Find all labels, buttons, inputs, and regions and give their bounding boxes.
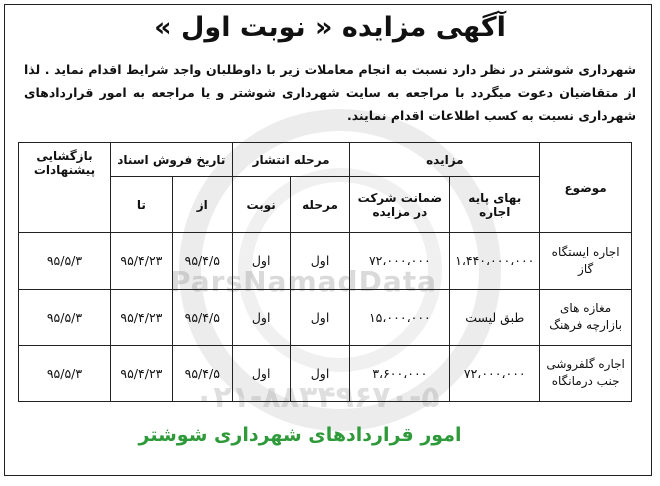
row-stage: اول xyxy=(290,233,350,289)
header-to: تا xyxy=(110,177,172,233)
row-guarantee: ۷۲،۰۰۰،۰۰۰ xyxy=(350,233,450,289)
header-sale-date: تاریخ فروش اسناد xyxy=(110,143,232,177)
row-from: ۹۵/۴/۵ xyxy=(172,289,232,345)
row-guarantee: ۱۵،۰۰۰،۰۰۰ xyxy=(350,289,450,345)
row-stage: اول xyxy=(290,289,350,345)
row-base-price: ۱،۴۴۰،۰۰۰،۰۰۰ xyxy=(450,233,540,289)
row-base-price: ۷۲،۰۰۰،۰۰۰ xyxy=(450,345,540,401)
row-base-price: طبق لیست xyxy=(450,289,540,345)
row-to: ۹۵/۴/۲۳ xyxy=(110,289,172,345)
row-turn: اول xyxy=(232,289,290,345)
notice-title: آگهی مزایده « نوبت اول » xyxy=(154,12,506,43)
table-row xyxy=(19,289,632,345)
row-turn: اول xyxy=(232,233,290,289)
row-opening: ۹۵/۵/۳ xyxy=(19,345,111,401)
row-stage: اول xyxy=(290,345,350,401)
header-guarantee: ضمانت شرکت در مزایده xyxy=(350,177,450,233)
row-to: ۹۵/۴/۲۳ xyxy=(110,345,172,401)
table-row xyxy=(19,345,632,401)
footer-signature: امور قراردادهای شهرداری شوشتر xyxy=(138,424,462,446)
header-subject: موضوع xyxy=(540,143,632,233)
auction-table xyxy=(18,142,632,402)
table-row xyxy=(19,233,632,289)
row-guarantee: ۳،۶۰۰،۰۰۰ xyxy=(350,345,450,401)
header-from: از xyxy=(172,177,232,233)
row-opening: ۹۵/۵/۳ xyxy=(19,233,111,289)
header-turn: نوبت xyxy=(232,177,290,233)
row-from: ۹۵/۴/۵ xyxy=(172,345,232,401)
row-from: ۹۵/۴/۵ xyxy=(172,233,232,289)
header-publication: مرحله انتشار xyxy=(232,143,350,177)
header-auction: مزایده xyxy=(350,143,540,177)
header-opening: بازگشایی پیشنهادات xyxy=(19,143,111,233)
header-base-price: بهای پایه اجاره xyxy=(450,177,540,233)
row-to: ۹۵/۴/۲۳ xyxy=(110,233,172,289)
row-subject: اجاره گلفروشی جنب درمانگاه xyxy=(540,345,632,401)
watermark-phone: ۰۲۱-۸۸۳۴۹۶۷۰-۵ xyxy=(195,380,440,415)
header-stage: مرحله xyxy=(290,177,350,233)
row-subject: مغازه های بازارچه فرهنگ xyxy=(540,289,632,345)
row-turn: اول xyxy=(232,345,290,401)
row-opening: ۹۵/۵/۳ xyxy=(19,289,111,345)
watermark-brand: ParsNamadData xyxy=(170,265,437,298)
notice-intro: شهرداری شوشتر در نظر دارد نسبت به انجام معاملات زیر با داوطلبان واجد شرایط اقدام نماید . لذا از متقاضیان دعوت میگردد با مراجعه به سایت شهرداری شوشتر و یا مراجعه به امور قراردادهای شهرداری نسبت به کسب اطلاعات اقدام نمایند. xyxy=(24,62,636,123)
row-subject: اجاره ایستگاه گاز xyxy=(540,233,632,289)
